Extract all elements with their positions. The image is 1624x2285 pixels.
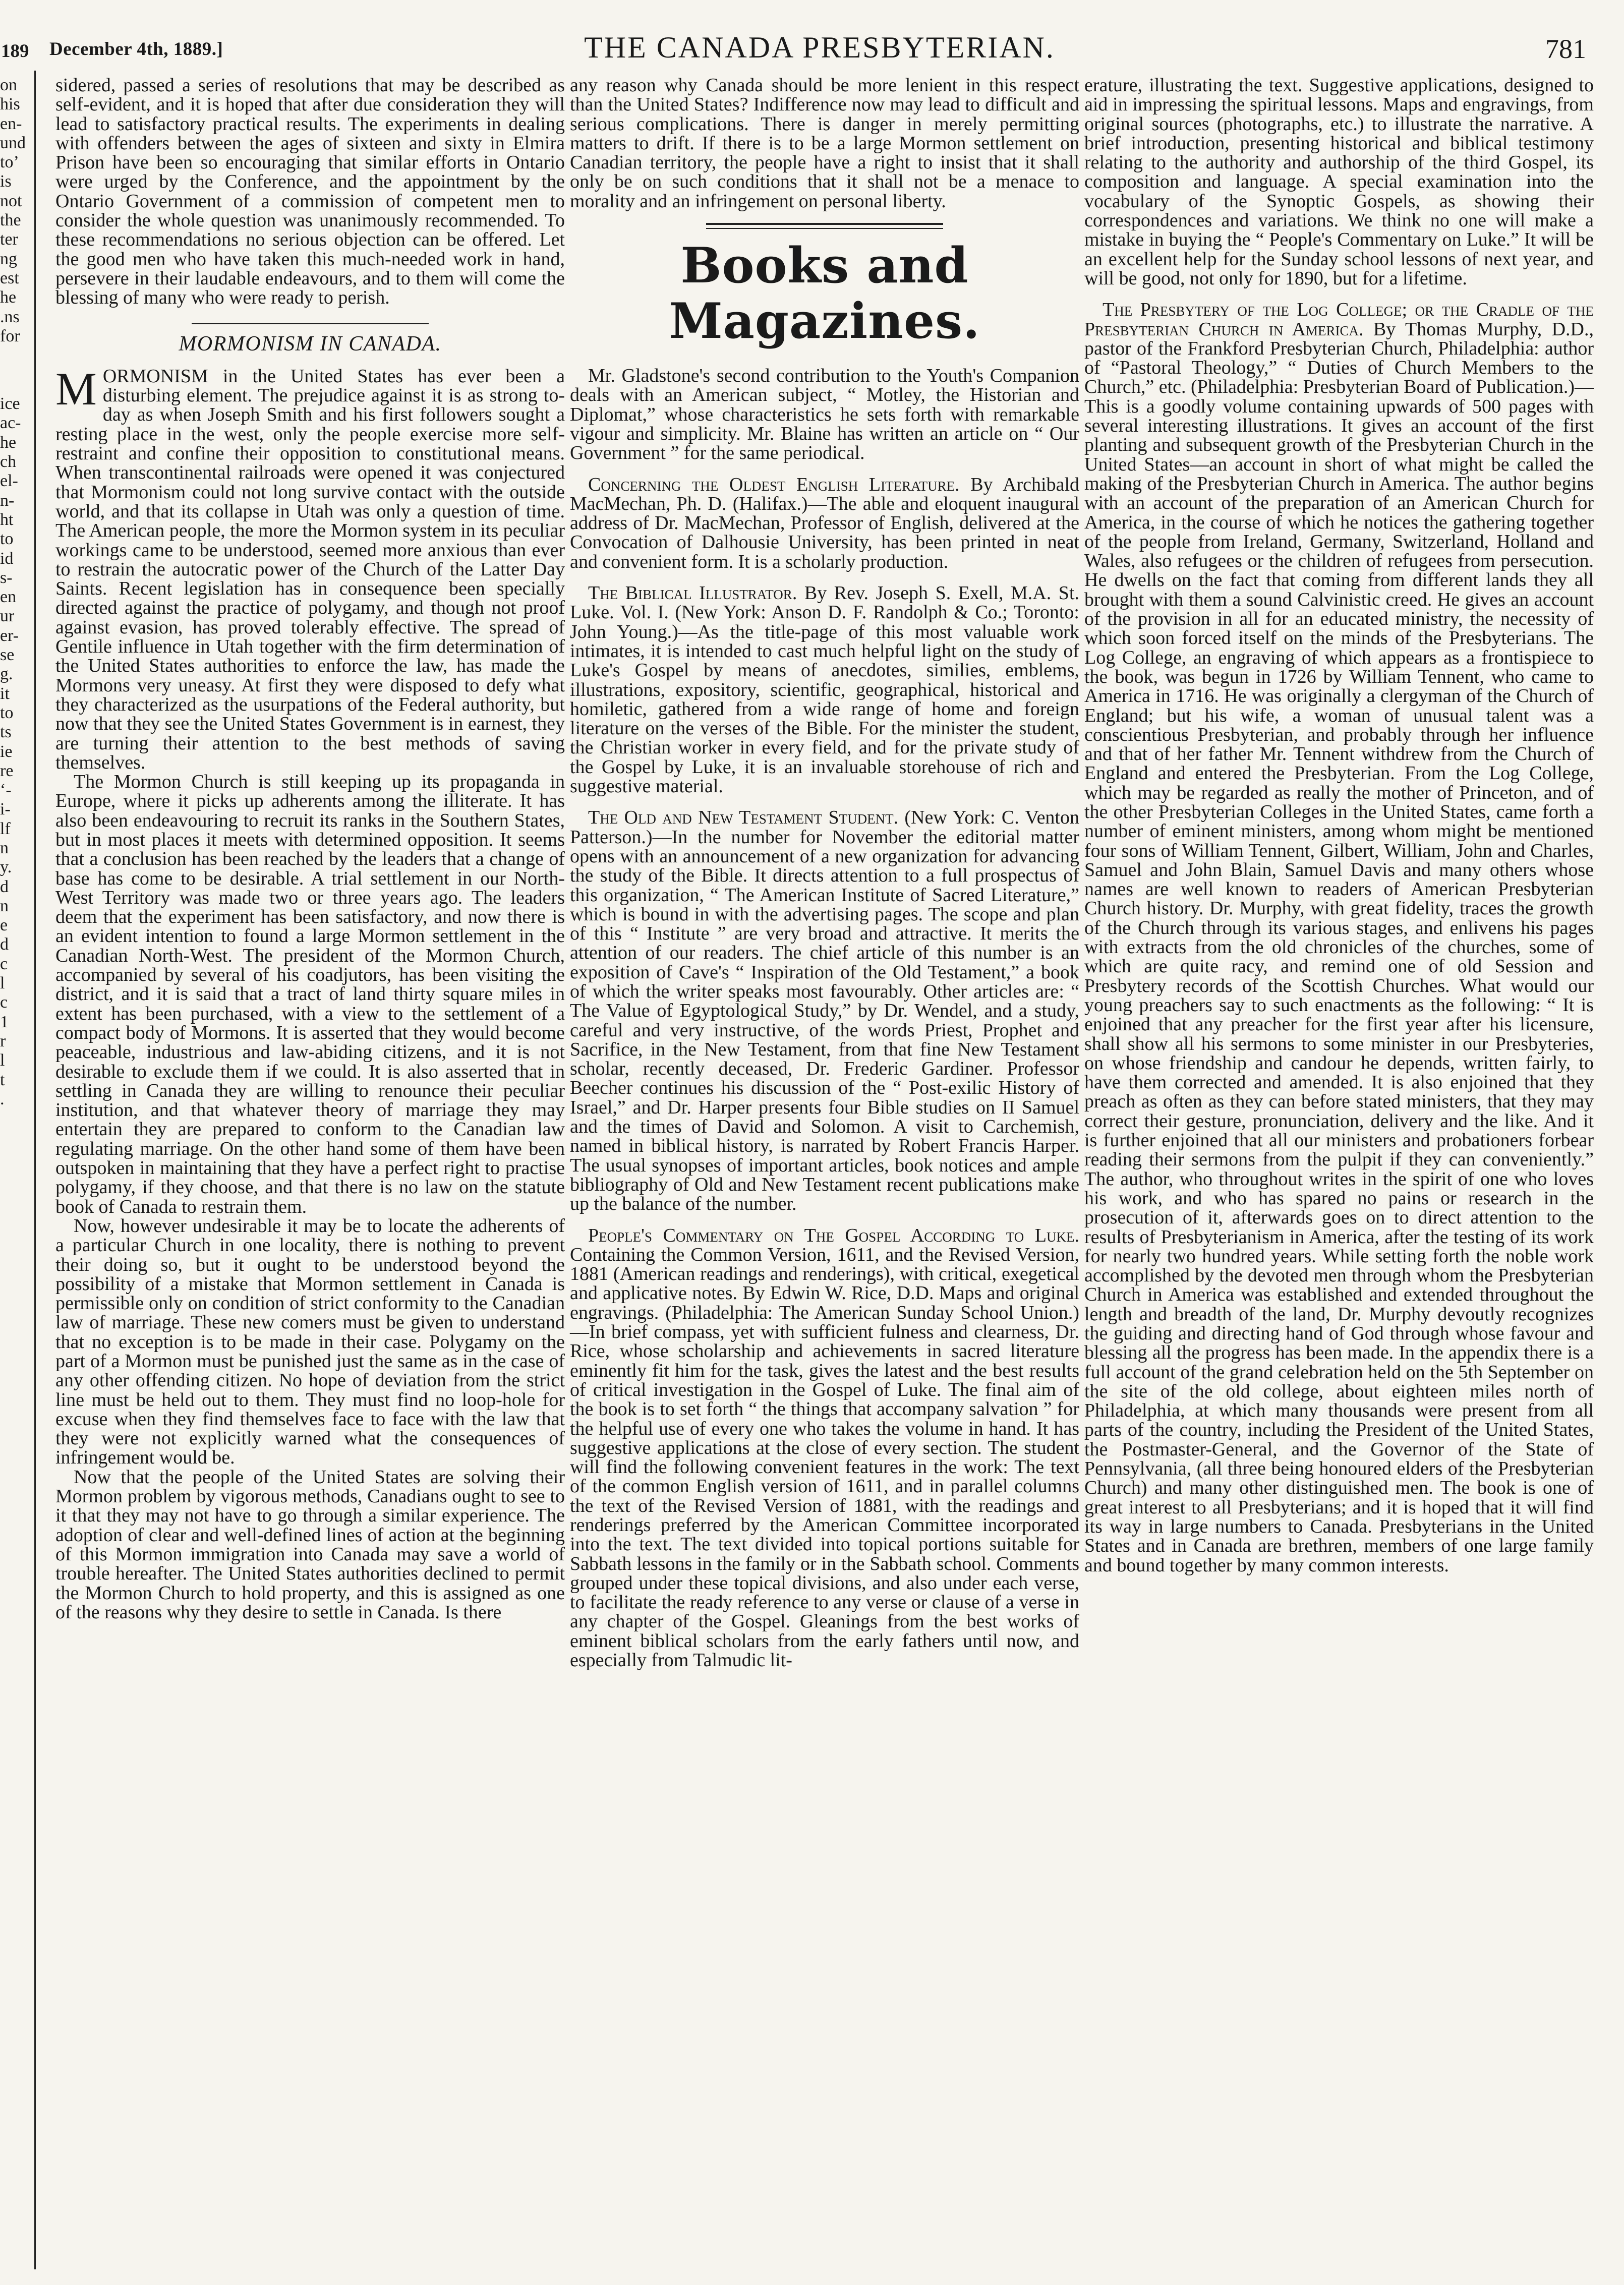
column-1	[55, 76, 565, 1622]
review-biblical-illustrator: The Biblical Illustrator. By Rev. Joseph S. Exell, M.A. St. Luke. Vol. I. (New York: Anson D. F. Randolph & Co.; Toronto: John Young.)—As the title-page of this most valuable work intimates, it is intended to cast much helpful light on the study of Luke's Gospel by means of anecdotes, similies, emblems, illustrations, expository, scientific, geographical, historical and homiletic, gathered from a wide range of home and foreign literature on the verses of the Bible. For the minister the student, the Christian worker in every field, and for the private study of the Gospel by Luke, it is an invaluable storehouse of rich and suggestive material.	[570, 582, 1079, 797]
mormon-paragraph-4: Now that the people of the United States are solving their Mormon problem by vigorous methods, Canadians ought to see to it that they may not have to go through a similar experience. The adoption of clear and well-defined lines of action at the beginning of this Mormon immigration into Canada may save a world of trouble hereafter. The United States authorities declined to permit the Mormon Church to hold property, and this is assigned as one of the reasons why they desire to settle in Canada. Is there	[55, 1466, 565, 1623]
mormon-continued: any reason why Canada should be more lenient in this respect than the United States? Indifference now may lead to difficult and serious complications. There is danger in merely permitting matters to drift. If there is to be a large Mormon settlement on Canadian territory, the people have a right to insist that it shall only be on such conditions that it shall not be a menace to morality and an infringement on personal liberty.	[570, 75, 1079, 212]
drop-cap: M	[55, 363, 97, 415]
review-testament-student: The Old and New Testament Student. (New York: C. Venton Patterson.)—In the number for November the editorial matter opens with an announcement of a new organization for advancing the study of the Bible. It directs attention to a full prospectus of this organization, “ The American Institute of Sacred Literature,” which is bound in with the advertising pages. The scope and plan of this “ Institute ” are very broad and attractive. It merits the attention of our readers. The chief article of this number is an exposition of Cave's “ Inspiration of the Old Testament,” a book of which the writer speaks most favourably. Other articles are: “ The Value of Egyptological Study,” by Dr. Wendel, and a study, careful and very instructive, of the words Priest, Prophet and Sacrifice, in the New Testament, from that fine New Testament scholar, recently deceased, Dr. Frederic Gardiner. Professor Beecher continues his discussion of the “ Post-exilic History of Israel,” and Dr. Harper presents four Bible studies on II Samuel and the times of David and Solomon. A visit to Carchemish, named in biblical history, is narrated by Robert Francis Harper. The usual synopses of important articles, book notices and ample bibliography of Old and New Testament recent publications make up the balance of the number.	[570, 807, 1079, 1215]
article-heading-mormonism: MORMONISM IN CANADA.	[179, 332, 442, 356]
column-2	[570, 76, 1079, 1670]
issue-date: December 4th, 1889.]	[49, 39, 223, 60]
section-divider	[706, 223, 943, 229]
mormon-paragraph-1: MORMONISM in the United States has ever been a disturbing element. The prejudice against it is as strong to-day as when Joseph Smith and his first followers sought a resting place in the west, only the people exercise more self-restraint and confine their opposition to constitutional means. When transcontinental railroads were opened it was conjectured that Mormonism could not long survive contact with the outside world, and that its collapse in Utah was only a question of time. The American people, the more the Mormon system in its peculiar workings came to be understood, seemed more anxious than ever to restrain the autocratic power of the Church of the Latter Day Saints. Recent legislation has in consequence been specially directed against the practice of polygamy, and though not proof against evasion, has proved tolerably effective. The spread of Gentile influence in Utah together with the firm determination of the United States authorities to enforce the law, has made the Mormons very uneasy. At first they were disposed to defy what they characterized as the usurpations of the Federal authority, but now that they see the United States Government is in earnest, they are turning their attention to the best methods of saving themselves.	[55, 363, 565, 773]
peoples-commentary-continued: erature, illustrating the text. Suggestive applications, designed to aid in impressing the spiritual lessons. Maps and engravings, from original sources (photographs, etc.) to illustrate the narrative. A brief introduction, presenting historical and biblical testimony relating to the authority and authorship of the third Gospel, its composition and language. A special examination into the vocabulary of the Synoptic Gospels, as showing their correspondences and variations. We think no one will make a mistake in buying the “ People's Commentary on Luke.” It will be an excellent help for the Sunday school lessons of next year, and will be good, not only for 1890, but for a lifetime.	[1084, 75, 1594, 289]
review-gladstone: Mr. Gladstone's second contribution to the Youth's Companion deals with an American subject, “ Motley, the Historian and Diplomat,” whose characteristics he sets forth with remarkable vigour and simplicity. Mr. Blaine has written an article on “ Our Government ” for the same periodical.	[570, 365, 1079, 464]
continued-paragraph: sidered, passed a series of resolutions that may be described as self-evident, and it is hoped that after due consideration they will lead to satisfactory practical results. The experiments in dealing with offenders between the ages of sixteen and sixty in Elmira Prison have been so encouraging that similar efforts in Ontario were urged by the Conference, and the appointment by the Ontario Government of a commission of competent men to consider the whole question was unanimously recommended. To these recommendations no serious objection can be offered. Let the good men who have taken this much-needed work in hand, persevere in their laudable endeavours, and to them will come the blessing of many who were ready to perish.	[55, 75, 565, 309]
section-heading-books: Books and Magazines.	[669, 237, 980, 350]
review-oldest-literature: Concerning the Oldest English Literature. By Archibald MacMechan, Ph. D. (Halifax.)—The able and eloquent inaugural address of Dr. MacMechan, Professor of English, delivered at the Convocation of Dalhousie University, has been printed in neat and convenient form. It is a scholarly production.	[570, 474, 1079, 572]
page-header	[1, 20, 1599, 69]
mormon-paragraph-2: The Mormon Church is still keeping up its propaganda in Europe, where it picks up adherents among the illiterate. It has also been endeavouring to recruit its ranks in the Southern States, but in most places it meets with determined opposition. It seems that a conclusion has been reached by the leaders that a change of base has come to be desirable. A trial settlement in our North-West Territory was made two or three years ago. The leaders deem that the experiment has been satisfactory, and now there is an evident intention to found a large Mormon settlement in the Canadian North-West. The president of the Mormon Church, accompanied by several of his coadjutors, has been visiting the district, and it is said that a tract of land thirty square miles in extent has been purchased, with a view to the settlement of a compact body of Mormons. It is asserted that they would become peaceable, industrious and law-abiding citizens, and it is not desirable to exclude them if we could. It is also asserted that in settling in Canada they are willing to renounce their peculiar institution, and that whatever theory of marriage they may entertain they are prepared to conform to the Canadian law regulating marriage. On the other hand some of them have been outspoken in maintaining that they have a perfect right to practise polygamy, if they choose, and that there is no law on the statute book of Canada to restrain them.	[55, 771, 565, 1217]
review-peoples-commentary: People's Commentary on The Gospel According to Luke. Containing the Common Version, 1611, and the Revised Version, 1881 (American readings and renderings), with critical, exegetical and applicative notes. By Edwin W. Rice, D.D. Maps and original engravings. (Philadelphia: The American Sunday School Union.)—In brief compass, yet with sufficient fulness and clearness, Dr. Rice, whose scholarship and achievements in sacred literature eminently fit him for the task, gives the latest and the best results of critical investigation in the Gospel of Luke. The final aim of the book is to set forth “ the things that accompany salvation ” for the helpful use of every one who takes the volume in hand. It has suggestive applications at the close of every section. The student will find the following convenient features in the work: The text of the common English version of 1611, and in parallel columns the text of the Revised Version of 1881, with the readings and renderings preferred by the American Committee incorporated into the text. The text divided into topical portions suitable for Sabbath lessons in the family or in the Sabbath school. Comments grouped under these topical divisions, and also under each verse, to facilitate the ready reference to any verse or clause of a verse in any chapter of the Gospel. Gleanings from the best works of eminent biblical scholars from the early fathers until now, and especially from Talmudic lit-	[570, 1224, 1079, 1671]
article-divider	[192, 323, 429, 324]
previous-page-edge: on his en- und toʼ is not the ter ng est he .ns for ice ac- he ch el- n- ht to id s- en ur er- se g. it to ts ie re ʻ- i- lf n y. d n e d c l c 1 r l t .	[0, 76, 26, 1108]
masthead-title: THE CANADA PRESBYTERIAN.	[584, 31, 1055, 64]
column-3	[1084, 76, 1594, 1575]
mormon-paragraph-3: Now, however undesirable it may be to locate the adherents of a particular Church in one locality, there is nothing to prevent their doing so, but it ought to be understood beyond the possibility of a mistake that Mormon settlement in Canada is permissible only on condition of strict conformity to the Canadian law of marriage. These new comers must be given to understand that no exception is to be made in their case. Polygamy on the part of a Mormon must be punished just the same as in the case of any other offending citizen. No hope of deviation from the strict line must be held out to them. They must find no loop-hole for excuse when they find themselves face to face with the law that they were not explicitly warned what the consequences of infringement would be.	[55, 1215, 565, 1469]
edge-column-rule	[34, 71, 36, 2269]
previous-page-number: 189	[1, 41, 29, 62]
page-number: 781	[1545, 34, 1586, 64]
review-log-college: The Presbytery of the Log College; or the Cradle of the Presbyterian Church in America. By Thomas Murphy, D.D., pastor of the Frankford Presbyterian Church, Philadelphia: author of “Pastoral Theology,” “ Duties of Church Members to the Church,” etc. (Philadelphia: Presbyterian Board of Publication.)—This is a goodly volume containing upwards of 500 pages with several interesting illustrations. It gives an account of the first planting and subsequent growth of the Presbyterian Church in the United States—an account in short of what might be called the making of the Presbyterian Church in America. The author begins with an account of the preparation of an American Church for America, in the course of which he notices the gathering together of the people from Ireland, Germany, Switzerland, Holland and Wales, also refugees or the children of refugees from persecution. He dwells on the fact that coming from different lands they all brought with them a sound Calvinistic creed. He gives an account of the provision in all for an educated ministry, the necessity of which soon forced itself on the minds of the Presbyterians. The Log College, an engraving of which appears as a frontispiece to the book, was begun in 1726 by William Tennent, who came to America in 1716. He was originally a clergyman of the Church of England; but his wife, a woman of unusual talent was a conscientious Presbyterian, and probably through her influence and that of her father Mr. Tennent withdrew from the Church of England and entered the Presbyterian. From the Log College, which may be regarded as really the mother of Princeton, and of the other Presbyterian Colleges in the United States, came forth a number of eminent ministers, among whom might be mentioned four sons of William Tennent, Gilbert, William, John and Charles, Samuel and John Blain, Samuel Davis and many others whose names are well known to readers of American Presbyterian Church history. Dr. Murphy, with great fidelity, traces the growth of the Church through its various stages, and enlivens his pages with extracts from the old chronicles of the churches, some of which are quite racy, and remind one of old Session and Presbytery records of the Scottish Churches. What would our young preachers say to such enactments as the following: “ It is enjoined that any preacher for the first year after his licensure, shall show all his sermons to some minister in our Presbyteries, on whose friendship and candour he depends, written fairly, to have them corrected and amended. It is also enjoined that they preach as often as they can before stated ministers, that they may correct their gesture, pronunciation, delivery and the like. And it is further enjoined that all our ministers and probationers forbear reading their sermons from the pulpit if they can conveniently.” The author, who throughout writes in the spirit of one who loves his work, and who has spared no pains or research in the prosecution of it, afterwards goes on to direct attention to the results of Presbyterianism in America, after the testing of its work for nearly two hundred years. While setting forth the noble work accomplished by the devoted men through whom the Presbyterian Church in America was established and extended throughout the length and breadth of the land, Dr. Murphy devoutly recognizes the guiding and directing hand of God through whose favour and blessing all the progress has been made. In the appendix there is a full account of the grand celebration held on the 5th September on the site of the old college, about eighteen miles north of Philadelphia, at which many thousands were present from all parts of the country, including the President of the United States, the Postmaster-General, and the Governor of the State of Pennsylvania, (all three being honoured elders of the Presbyterian Church) and many other distinguished men. The book is one of great interest to all Presbyterians; and it is hoped that it will find its way in large numbers to Canada. Presbyterians in the United States and in Canada are brethren, members of one large family and bound together by many common interests.	[1084, 299, 1594, 1576]
